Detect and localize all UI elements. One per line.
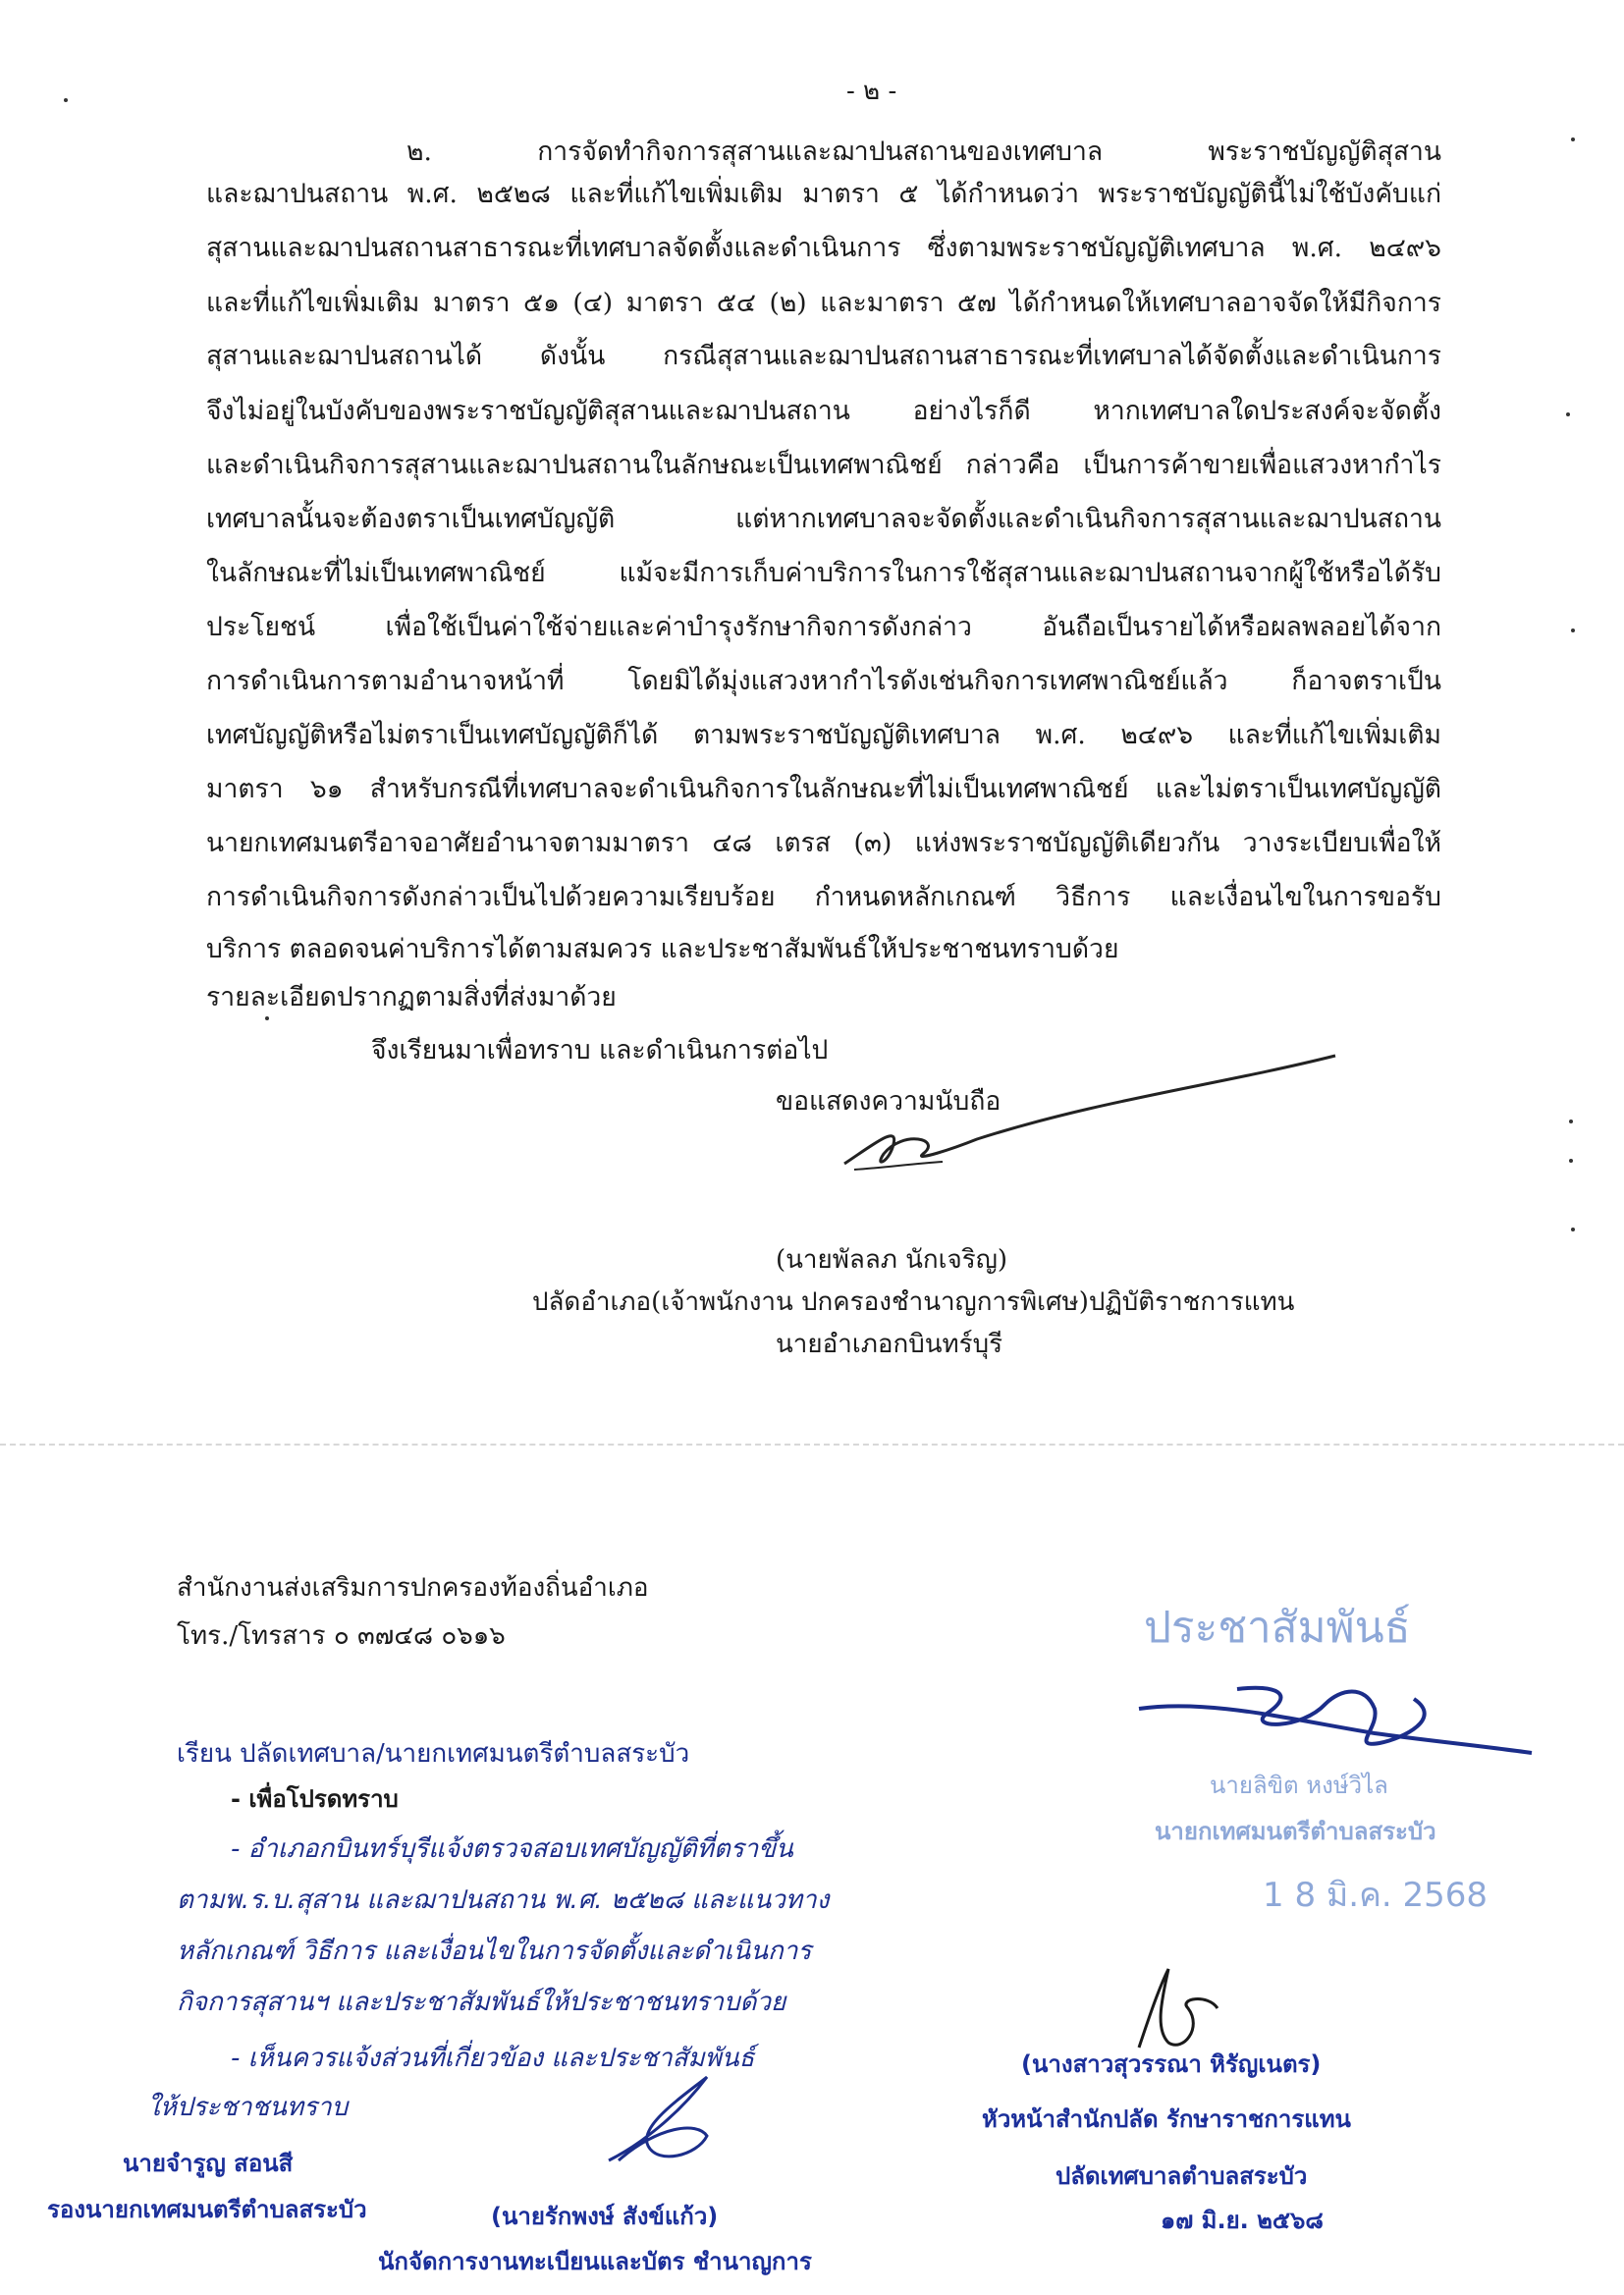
deputy-position: รองนายกเทศมนตรีตำบลสระบัว xyxy=(47,2196,367,2223)
body-line: การดำเนินกิจการดังกล่าวเป็นไปด้วยความเรียบร้อย กำหนดหลักเกณฑ์ วิธีการ และเงื่อนไขในการขอรับ xyxy=(206,882,1441,912)
memo-handwritten-line: ให้ประชาชนทราบ xyxy=(147,2093,349,2122)
body-line: มาตรา ๖๑ สำหรับกรณีที่เทศบาลจะดำเนินกิจการในลักษณะที่ไม่เป็นเทศพาณิชย์ และไม่ตราเป็นเทศบัญญัติ xyxy=(206,774,1441,804)
page-number: - ๒ - xyxy=(846,77,897,106)
memo-item: - เพื่อโปรดทราบ xyxy=(231,1785,399,1813)
memo-handwritten-line: - อำเภอกบินทร์บุรีแจ้งตรวจสอบเทศบัญญัติที่ตราขึ้น xyxy=(231,1834,793,1864)
body-line: เทศบัญญัติหรือไม่ตราเป็นเทศบัญญัติก็ได้ ตามพระราชบัญญัติเทศบาล พ.ศ. ๒๔๙๖ และที่แก้ไขเพิ่มเติม xyxy=(206,720,1441,750)
pr-stamp: ประชาสัมพันธ์ xyxy=(1144,1603,1411,1653)
scan-speck xyxy=(1569,1159,1573,1163)
body-line: จึงไม่อยู่ในบังคับของพระราชบัญญัติสุสานและฌาปนสถาน อย่างไรก็ดี หากเทศบาลใดประสงค์จะจัดตั้ง xyxy=(206,396,1441,426)
received-date-stamp: 1 8 มิ.ค. 2568 xyxy=(1263,1876,1488,1915)
signer-position: ปลัดอำเภอ(เจ้าพนักงาน ปกครองชำนาญการพิเศษ)ปฏิบัติราชการแทน xyxy=(532,1287,1295,1317)
fold-line xyxy=(0,1444,1624,1446)
body-line: และดำเนินกิจการสุสานและฌาปนสถานในลักษณะเป็นเทศพาณิชย์ กล่าวคือ เป็นการค้าขายเพื่อแสวงหากำไร xyxy=(206,450,1441,480)
body-line: เทศบาลนั้นจะต้องตราเป็นเทศบัญญัติ แต่หากเทศบาลจะจัดตั้งและดำเนินกิจการสุสานและฌาปนสถาน xyxy=(206,504,1441,534)
office-head-office: ปลัดเทศบาลตำบลสระบัว xyxy=(1056,2162,1308,2190)
body-line: ประโยชน์ เพื่อใช้เป็นค่าใช้จ่ายและค่าบำรุงรักษากิจการดังกล่าว อันถือเป็นรายได้หรือผลพลอยได้จาก xyxy=(206,612,1441,642)
registrar-signature-image xyxy=(589,2067,727,2175)
mayor-name: นายลิขิต หงษ์วิไล xyxy=(1210,1772,1388,1799)
memo-handwritten-line: หลักเกณฑ์ วิธีการ และเงื่อนไขในการจัดตั้งและดำเนินการ xyxy=(177,1937,812,1966)
signer-office: นายอำเภอกบินทร์บุรี xyxy=(776,1330,1003,1359)
scan-speck xyxy=(1569,1120,1573,1123)
body-line: บริการ ตลอดจนค่าบริการได้ตามสมควร และประชาสัมพันธ์ให้ประชาชนทราบด้วย xyxy=(206,934,1119,964)
office-head-position: หัวหน้าสำนักปลัด รักษาราชการแทน xyxy=(982,2105,1351,2133)
body-line: และฌาปนสถาน พ.ศ. ๒๕๒๘ และที่แก้ไขเพิ่มเติม มาตรา ๕ ได้กำหนดว่า พระราชบัญญัตินี้ไม่ใช้บังคับแก่ xyxy=(206,179,1441,209)
body-line: และที่แก้ไขเพิ่มเติม มาตรา ๕๑ (๔) มาตรา ๕๔ (๒) และมาตรา ๕๗ ได้กำหนดให้เทศบาลอาจจัดให้มีกิจการ xyxy=(206,288,1441,318)
registrar-name: (นายรักพงษ์ สังข์แก้ว) xyxy=(491,2203,719,2230)
memo-handwritten-line: - เห็นควรแจ้งส่วนที่เกี่ยวข้อง และประชาสัมพันธ์ xyxy=(231,2044,755,2073)
scan-speck xyxy=(64,98,68,102)
body-line: การดำเนินการตามอำนาจหน้าที่ โดยมิได้มุ่งแสวงหากำไรดังเช่นกิจการเทศพาณิชย์แล้ว ก็อาจตราเป็น xyxy=(206,666,1441,696)
body-line: รายละเอียดปรากฏตามสิ่งที่ส่งมาด้วย xyxy=(206,982,617,1012)
scan-speck xyxy=(1571,1228,1575,1231)
mayor-position: นายกเทศมนตรีตำบลสระบัว xyxy=(1155,1818,1436,1845)
office-head-name: (นางสาวสุวรรณา หิรัญเนตร) xyxy=(1021,2050,1322,2078)
memo-handwritten-line: ตามพ.ร.บ.สุสาน และฌาปนสถาน พ.ศ. ๒๕๒๘ และแนวทาง xyxy=(177,1885,830,1915)
office-head-date: ๑๗ มิ.ย. ๒๕๖๘ xyxy=(1161,2207,1324,2234)
body-line: ๒. การจัดทำกิจการสุสานและฌาปนสถานของเทศบาล พระราชบัญญัติสุสาน xyxy=(406,137,1441,167)
scan-speck xyxy=(1571,628,1575,632)
deputy-name: นายจำรูญ สอนสี xyxy=(123,2150,294,2177)
scan-speck xyxy=(1571,137,1575,141)
body-line: ในลักษณะที่ไม่เป็นเทศพาณิชย์ แม้จะมีการเก็บค่าบริการในการใช้สุสานและฌาปนสถานจากผู้ใช้หรือได้รับ xyxy=(206,558,1441,588)
body-line: สุสานและฌาปนสถานได้ ดังนั้น กรณีสุสานและฌาปนสถานสาธารณะที่เทศบาลได้จัดตั้งและดำเนินการ xyxy=(206,341,1441,371)
registrar-position: นักจัดการงานทะเบียนและบัตร ชำนาญการ xyxy=(378,2248,812,2275)
body-line: สุสานและฌาปนสถานสาธารณะที่เทศบาลจัดตั้งและดำเนินการ ซึ่งตามพระราชบัญญัติเทศบาล พ.ศ. ๒๔๙๖ xyxy=(206,233,1441,263)
scan-speck xyxy=(1566,412,1570,416)
memo-to: เรียน ปลัดเทศบาล/นายกเทศมนตรีตำบลสระบัว xyxy=(177,1739,690,1769)
signer-name: (นายพัลลภ นักเจริญ) xyxy=(776,1245,1008,1275)
regards-line: ขอแสดงความนับถือ xyxy=(776,1086,1001,1117)
footer-phone: โทร./โทรสาร ๐ ๓๗๔๘ ๐๖๑๖ xyxy=(177,1621,506,1651)
footer-department: สำนักงานส่งเสริมการปกครองท้องถิ่นอำเภอ xyxy=(177,1573,649,1603)
memo-handwritten-line: กิจการสุสานฯ และประชาสัมพันธ์ให้ประชาชนทราบด้วย xyxy=(177,1988,786,2017)
signature-image xyxy=(805,1046,1355,1183)
closing-line: จึงเรียนมาเพื่อทราบ และดำเนินการต่อไป xyxy=(371,1035,829,1066)
body-line: นายกเทศมนตรีอาจอาศัยอำนาจตามมาตรา ๔๘ เตรส (๓) แห่งพระราชบัญญัติเดียวกัน วางระเบียบเพื่อให้ xyxy=(206,828,1441,858)
scan-speck xyxy=(265,1016,269,1020)
mayor-signature-image xyxy=(1129,1660,1542,1768)
